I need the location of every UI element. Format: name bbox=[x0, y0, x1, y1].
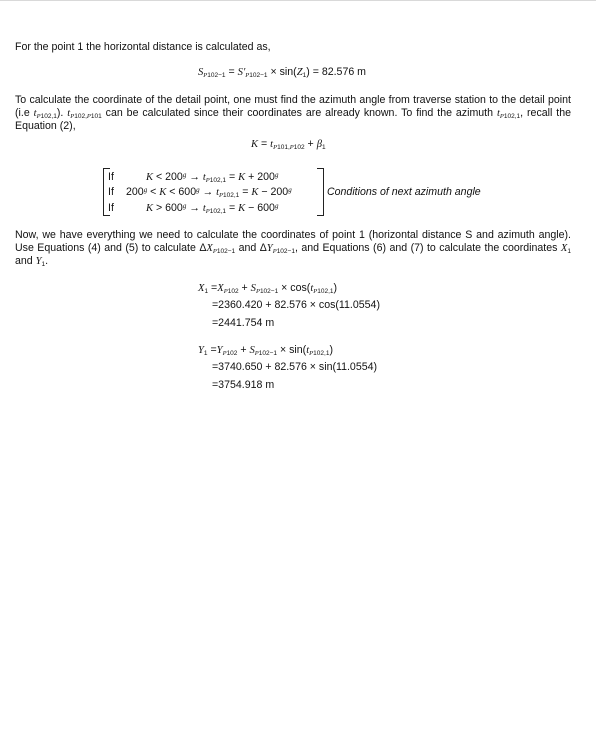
condition-2: $200^g < K < 600^g \to t_{P102,1} = K - 200^g$ bbox=[126, 186, 292, 199]
distance-result: = 82.576 m bbox=[312, 66, 367, 78]
equation-k: $K = t_{P101,P102} + \beta_1$ bbox=[251, 138, 326, 151]
equation-x1: $X_1 =X_{P102} + S_{P102-1} \times \cos(t_{P102,1})$ bbox=[198, 282, 338, 295]
condition-label-3: If bbox=[108, 202, 114, 214]
condition-label-1: If bbox=[108, 171, 114, 183]
condition-3: $K > 600^g \to t_{P102,1} = K - 600^g$ bbox=[146, 202, 279, 215]
equation-y1-substituted: =3740.650 + 82.576 × sin(11.0554) bbox=[212, 361, 378, 373]
right-bracket bbox=[317, 168, 324, 216]
paragraph-coordinates: Now, we have everything we need to calculate the coordinates of point 1 (horizontal distance S and azimuth angle). Use Equations (4) and (5) to calculate $\Delta X_{P102-1}$ and $\Delta Y_{P102-1}$, and Equations (6) and (7) to calculate the coordinates $X_1$ and $Y_1$. bbox=[15, 229, 572, 268]
condition-label-2: If bbox=[108, 186, 114, 198]
condition-1: $K < 200^g \to t_{P102,1} = K + 200^g$ bbox=[146, 171, 279, 184]
paragraph-azimuth: To calculate the coordinate of the detail point, one must find the azimuth angle from traverse station to the detail point (i.e $t_{P102,1}$). $t_{P102,P101}$ can be calculated since their coordinates are already known. To find the azimuth $t_{P102,1}$, recall the Equation (2), bbox=[15, 94, 571, 132]
equation-x1-substituted: =2360.420 + 82.576 × cos(11.0554) bbox=[212, 299, 380, 311]
equation-y1: $Y_1 =Y_{P102} + S_{P102-1} \times \sin(t_{P102,1})$ bbox=[198, 344, 333, 357]
equation-x1-result: =2441.754 m bbox=[212, 317, 275, 329]
top-border bbox=[0, 0, 596, 1]
intro-text: For the point 1 the horizontal distance is calculated as, bbox=[15, 41, 271, 53]
equation-y1-result: =3754.918 m bbox=[212, 379, 275, 391]
conditions-caption: Conditions of next azimuth angle bbox=[327, 186, 481, 198]
equation-distance: $S_{P102-1} = S'_{P102-1} \times \sin(Z_1) = 82.576$ m bbox=[198, 66, 367, 79]
